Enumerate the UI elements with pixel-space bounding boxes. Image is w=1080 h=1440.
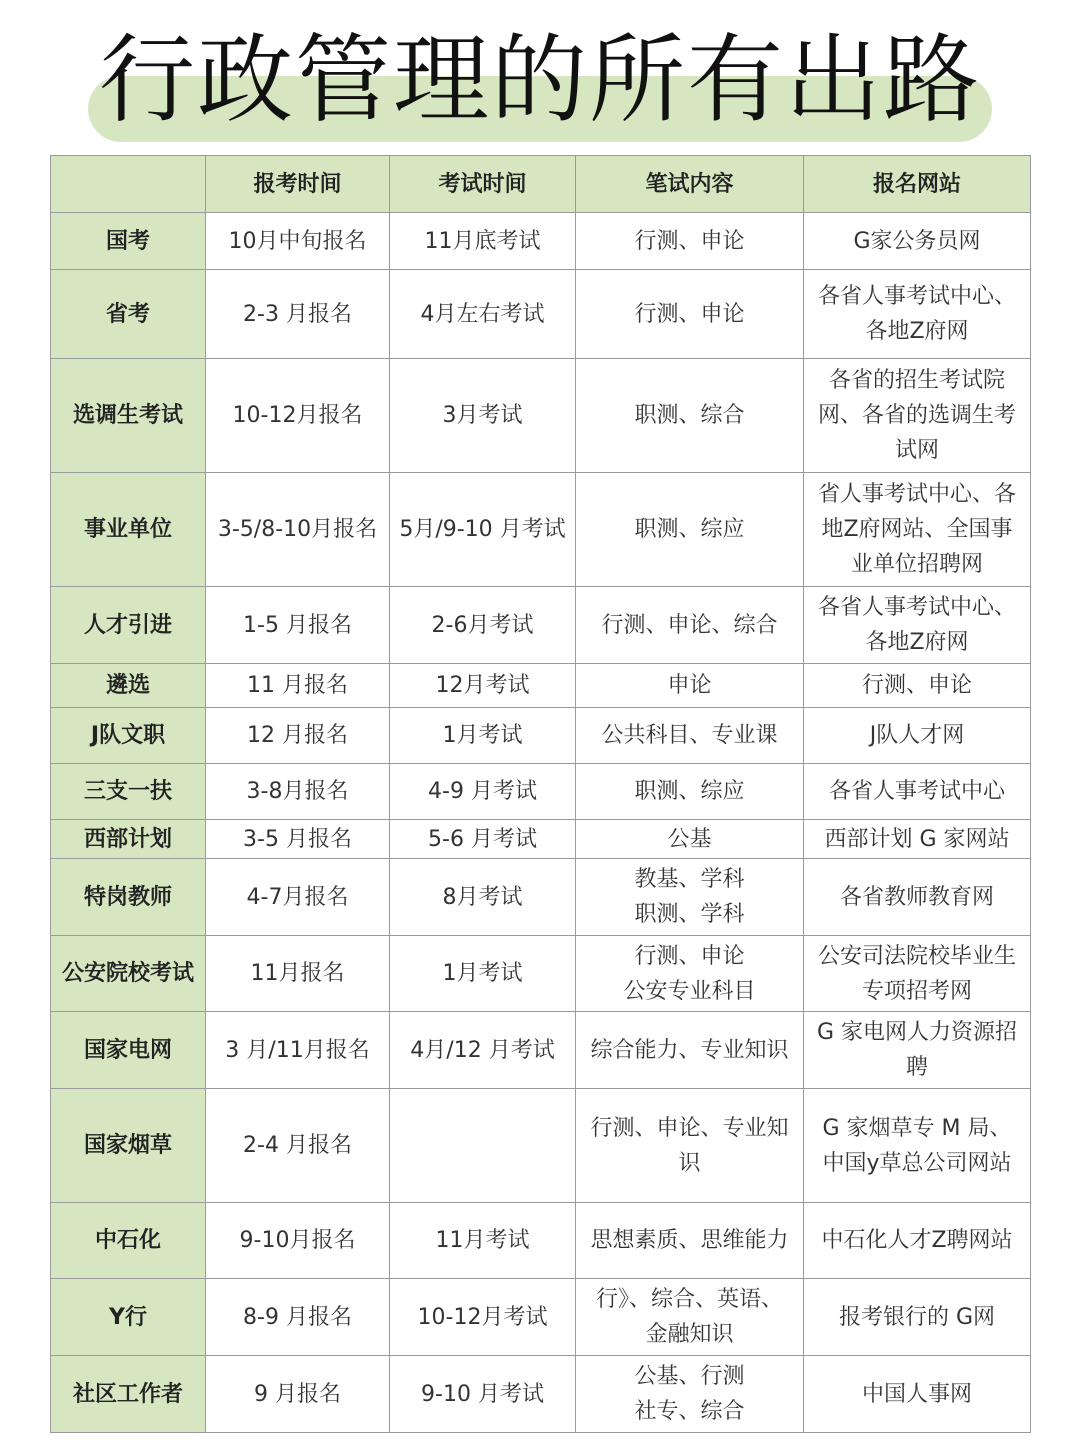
- registration-site-cell: 各省人事考试中心、 各地Z府网: [804, 587, 1031, 664]
- registration-site-cell: J队人才网: [804, 708, 1031, 764]
- row-name-cell: J队文职: [51, 708, 206, 764]
- registration-site-cell: G家公务员网: [804, 213, 1031, 270]
- row-name-cell: 国家烟草: [51, 1089, 206, 1203]
- table-row: [51, 708, 1031, 764]
- registration-site-cell: 西部计划 G 家网站: [804, 820, 1031, 859]
- written-content-cell: 职测、综合: [576, 359, 804, 473]
- written-content-cell: 公基、行测 社专、综合: [576, 1356, 804, 1433]
- career-paths-table: [50, 155, 1031, 1433]
- registration-time-cell: 9 月报名: [206, 1356, 390, 1433]
- written-content-cell: 申论: [576, 664, 804, 708]
- exam-time-cell: 4月/12 月考试: [390, 1012, 576, 1089]
- exam-time-cell: 8月考试: [390, 859, 576, 936]
- exam-time-cell: 4月左右考试: [390, 270, 576, 359]
- registration-site-cell: 各省人事考试中心: [804, 764, 1031, 820]
- registration-time-cell: 10月中旬报名: [206, 213, 390, 270]
- exam-time-cell: 12月考试: [390, 664, 576, 708]
- registration-time-cell: 2-3 月报名: [206, 270, 390, 359]
- row-name-cell: 人才引进: [51, 587, 206, 664]
- registration-time-cell: 10-12月报名: [206, 359, 390, 473]
- registration-time-cell: 1-5 月报名: [206, 587, 390, 664]
- registration-time-cell: 8-9 月报名: [206, 1279, 390, 1356]
- registration-site-cell: G 家烟草专 M 局、 中国y草总公司网站: [804, 1089, 1031, 1203]
- registration-time-cell: 4-7月报名: [206, 859, 390, 936]
- table-row: [51, 213, 1031, 270]
- exam-time-cell: 1月考试: [390, 708, 576, 764]
- registration-time-cell: 3-5/8-10月报名: [206, 473, 390, 587]
- row-name-cell: 特岗教师: [51, 859, 206, 936]
- table-row: [51, 664, 1031, 708]
- header-registration-time: 报考时间: [206, 156, 390, 213]
- written-content-cell: 综合能力、专业知识: [576, 1012, 804, 1089]
- written-content-cell: 职测、综应: [576, 473, 804, 587]
- row-name-cell: 事业单位: [51, 473, 206, 587]
- registration-time-cell: 3-5 月报名: [206, 820, 390, 859]
- registration-time-cell: 12 月报名: [206, 708, 390, 764]
- table-row: [51, 859, 1031, 936]
- table-row: [51, 270, 1031, 359]
- registration-site-cell: 各省的招生考试院 网、各省的选调生考 试网: [804, 359, 1031, 473]
- row-name-cell: 公安院校考试: [51, 936, 206, 1012]
- registration-time-cell: 11月报名: [206, 936, 390, 1012]
- written-content-cell: 行测、申论: [576, 270, 804, 359]
- table-header-row: [51, 156, 1031, 213]
- title-area: [0, 0, 1080, 150]
- registration-time-cell: 2-4 月报名: [206, 1089, 390, 1203]
- exam-time-cell: 11月底考试: [390, 213, 576, 270]
- written-content-cell: 行测、申论、综合: [576, 587, 804, 664]
- row-name-cell: 中石化: [51, 1203, 206, 1279]
- page-title: 行政管理的所有出路: [99, 24, 981, 136]
- registration-site-cell: 报考银行的 G网: [804, 1279, 1031, 1356]
- registration-time-cell: 3 月/11月报名: [206, 1012, 390, 1089]
- exam-time-cell: 11月考试: [390, 1203, 576, 1279]
- table-row: [51, 1356, 1031, 1433]
- exam-time-cell: [390, 1089, 576, 1203]
- registration-time-cell: 9-10月报名: [206, 1203, 390, 1279]
- written-content-cell: 行》、综合、英语、 金融知识: [576, 1279, 804, 1356]
- table-row: [51, 936, 1031, 1012]
- exam-time-cell: 5-6 月考试: [390, 820, 576, 859]
- row-name-cell: 省考: [51, 270, 206, 359]
- registration-site-cell: 各省人事考试中心、 各地Z府网: [804, 270, 1031, 359]
- registration-site-cell: 中国人事网: [804, 1356, 1031, 1433]
- row-name-cell: 西部计划: [51, 820, 206, 859]
- exam-time-cell: 4-9 月考试: [390, 764, 576, 820]
- registration-site-cell: 各省教师教育网: [804, 859, 1031, 936]
- table-row: [51, 473, 1031, 587]
- written-content-cell: 教基、学科 职测、学科: [576, 859, 804, 936]
- registration-site-cell: G 家电网人力资源招 聘: [804, 1012, 1031, 1089]
- table-row: [51, 820, 1031, 859]
- row-name-cell: Y行: [51, 1279, 206, 1356]
- exam-time-cell: 9-10 月考试: [390, 1356, 576, 1433]
- header-registration-site: 报名网站: [804, 156, 1031, 213]
- table-row: [51, 587, 1031, 664]
- written-content-cell: 公共科目、专业课: [576, 708, 804, 764]
- written-content-cell: 行测、申论 公安专业科目: [576, 936, 804, 1012]
- table-row: [51, 1089, 1031, 1203]
- exam-time-cell: 3月考试: [390, 359, 576, 473]
- table-row: [51, 1012, 1031, 1089]
- written-content-cell: 公基: [576, 820, 804, 859]
- row-name-cell: 选调生考试: [51, 359, 206, 473]
- row-name-cell: 国家电网: [51, 1012, 206, 1089]
- registration-site-cell: 省人事考试中心、各 地Z府网站、全国事 业单位招聘网: [804, 473, 1031, 587]
- registration-time-cell: 11 月报名: [206, 664, 390, 708]
- registration-site-cell: 行测、申论: [804, 664, 1031, 708]
- registration-site-cell: 中石化人才Z聘网站: [804, 1203, 1031, 1279]
- row-name-cell: 遴选: [51, 664, 206, 708]
- written-content-cell: 行测、申论、专业知 识: [576, 1089, 804, 1203]
- exam-time-cell: 10-12月考试: [390, 1279, 576, 1356]
- exam-time-cell: 1月考试: [390, 936, 576, 1012]
- table-row: [51, 1279, 1031, 1356]
- written-content-cell: 行测、申论: [576, 213, 804, 270]
- header-corner: [51, 156, 206, 213]
- registration-time-cell: 3-8月报名: [206, 764, 390, 820]
- table-row: [51, 764, 1031, 820]
- written-content-cell: 职测、综应: [576, 764, 804, 820]
- table-row: [51, 1203, 1031, 1279]
- row-name-cell: 社区工作者: [51, 1356, 206, 1433]
- row-name-cell: 国考: [51, 213, 206, 270]
- header-exam-time: 考试时间: [390, 156, 576, 213]
- exam-time-cell: 2-6月考试: [390, 587, 576, 664]
- written-content-cell: 思想素质、思维能力: [576, 1203, 804, 1279]
- exam-time-cell: 5月/9-10 月考试: [390, 473, 576, 587]
- header-written-content: 笔试内容: [576, 156, 804, 213]
- registration-site-cell: 公安司法院校毕业生 专项招考网: [804, 936, 1031, 1012]
- row-name-cell: 三支一扶: [51, 764, 206, 820]
- table-row: [51, 359, 1031, 473]
